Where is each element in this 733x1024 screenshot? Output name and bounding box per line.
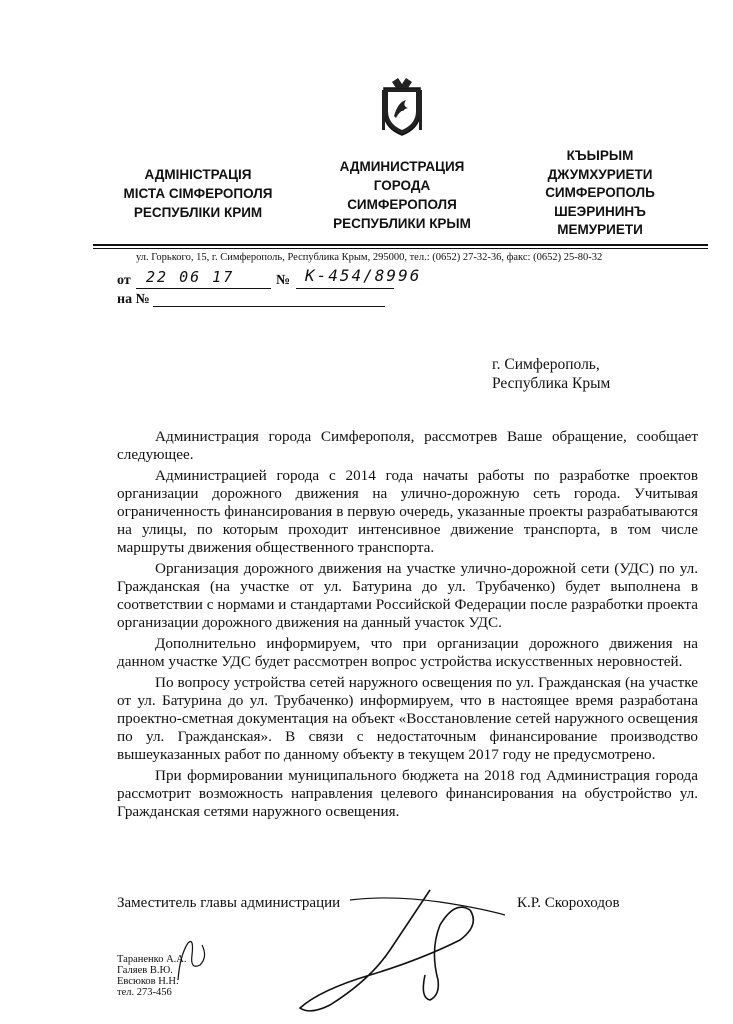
body-paragraph: По вопросу устройства сетей наружного освещения по ул. Гражданская (на участке от ул. Батурина до ул. Трубаченко) информируем, что в настоящее время разработана проектно-сметная документация на объект «Восстановление сетей наружного освещения по ул. Гражданская». В связи с недостаточным финансирование производство вышеуказанных работ по данному объекту в текущем 2017 году не предусмотрено. xyxy=(117,673,698,763)
place-line: Республика Крым xyxy=(492,375,611,392)
executor-line: тел. 273-456 xyxy=(117,987,172,998)
place-line: г. Симферополь, xyxy=(492,356,600,373)
executor-line: Евсюков Н.Н. xyxy=(117,976,179,987)
ref-to-underline xyxy=(153,305,385,307)
body-paragraph: Организация дорожного движения на участке улично-дорожной сети (УДС) по ул. Гражданская (на участке от ул. Батурина до ул. Трубаченко) будет выполнена в соответствии с нормами и стандартами Российской Федерации после разработки проекта организации дорожного движения на данный участок УДС. xyxy=(117,559,698,632)
header-center xyxy=(312,157,492,233)
signature-name: К.Р. Скороходов xyxy=(517,895,620,911)
executor-line: Галяев В.Ю. xyxy=(117,965,173,976)
header-center-line: ГОРОДА xyxy=(373,178,431,193)
ref-number: К-454/8996 xyxy=(305,266,422,285)
ref-from-label: от xyxy=(117,273,131,288)
emblem xyxy=(378,78,426,138)
signature-position: Заместитель главы администрации xyxy=(117,895,341,911)
header-center-line: АДМИНИСТРАЦИЯ xyxy=(339,159,465,174)
ref-date-underline xyxy=(136,287,271,289)
header-rule-thick xyxy=(93,244,708,246)
recipient-place xyxy=(492,355,610,393)
header-rule-thin xyxy=(93,248,708,249)
header-left xyxy=(113,165,283,222)
ref-number-label: № xyxy=(276,273,291,288)
body-paragraph: При формировании муниципального бюджета на 2018 год Администрация города рассмотрит возможность направления целевого финансирования на обустройство ул. Гражданская сетями наружного освещения. xyxy=(117,766,698,820)
executor-initials-scribble xyxy=(170,935,210,985)
header-right xyxy=(525,147,675,240)
header-right-line: СИМФЕРОПОЛЬ xyxy=(545,185,655,200)
ref-to-label: на № xyxy=(117,292,150,307)
body-paragraph: Администрацией города с 2014 года начаты работы по разработке проектов организации дорожного движения на улично-дорожную сеть города. Учитывая ограниченность финансирования в первую очередь, указанные проекты разрабатываются на улицы, по которым проходит интенсивное движение транспорта, в том числе маршруты движения общественного транспорта. xyxy=(117,466,698,557)
header-left-line: РЕСПУБЛІКИ КРИМ xyxy=(133,205,263,220)
body-paragraph: Администрация города Симферополя, рассмотрев Ваше обращение, сообщает следующее. xyxy=(117,428,698,464)
header-right-line: ШЕЭРИНИНЪ xyxy=(554,203,646,219)
header-center-line: СИМФЕРОПОЛЯ xyxy=(347,197,457,212)
crimea-coat-of-arms-icon xyxy=(378,78,426,138)
body-paragraph: Дополнительно информируем, что при организации дорожного движения на данном участке УДС будет рассмотрен вопрос устройства искусственных неровностей. xyxy=(117,634,698,670)
header-right-line: ДЖУМХУРИЕТИ xyxy=(547,166,653,182)
header-right-line: КЪЫРЫМ xyxy=(566,148,634,163)
header-left-line: МІСТА СІМФЕРОПОЛЯ xyxy=(123,186,273,201)
header-left-line: АДМІНІСТРАЦІЯ xyxy=(144,167,252,182)
handwritten-signature xyxy=(290,880,530,1020)
address-line: ул. Горького, 15, г. Симферополь, Республика Крым, 295000, тел.: (0652) 27-32-36, факс: (0652) 25-80-32 xyxy=(136,252,603,263)
header-right-line: МЕМУРИЕТИ xyxy=(557,222,643,237)
ref-number-underline xyxy=(296,287,394,289)
letter-body xyxy=(117,428,698,824)
header-center-line: РЕСПУБЛИКИ КРЫМ xyxy=(333,216,471,231)
executor-line: Тараненко А.А. xyxy=(117,954,187,965)
ref-date: 22 06 17 xyxy=(146,268,235,286)
